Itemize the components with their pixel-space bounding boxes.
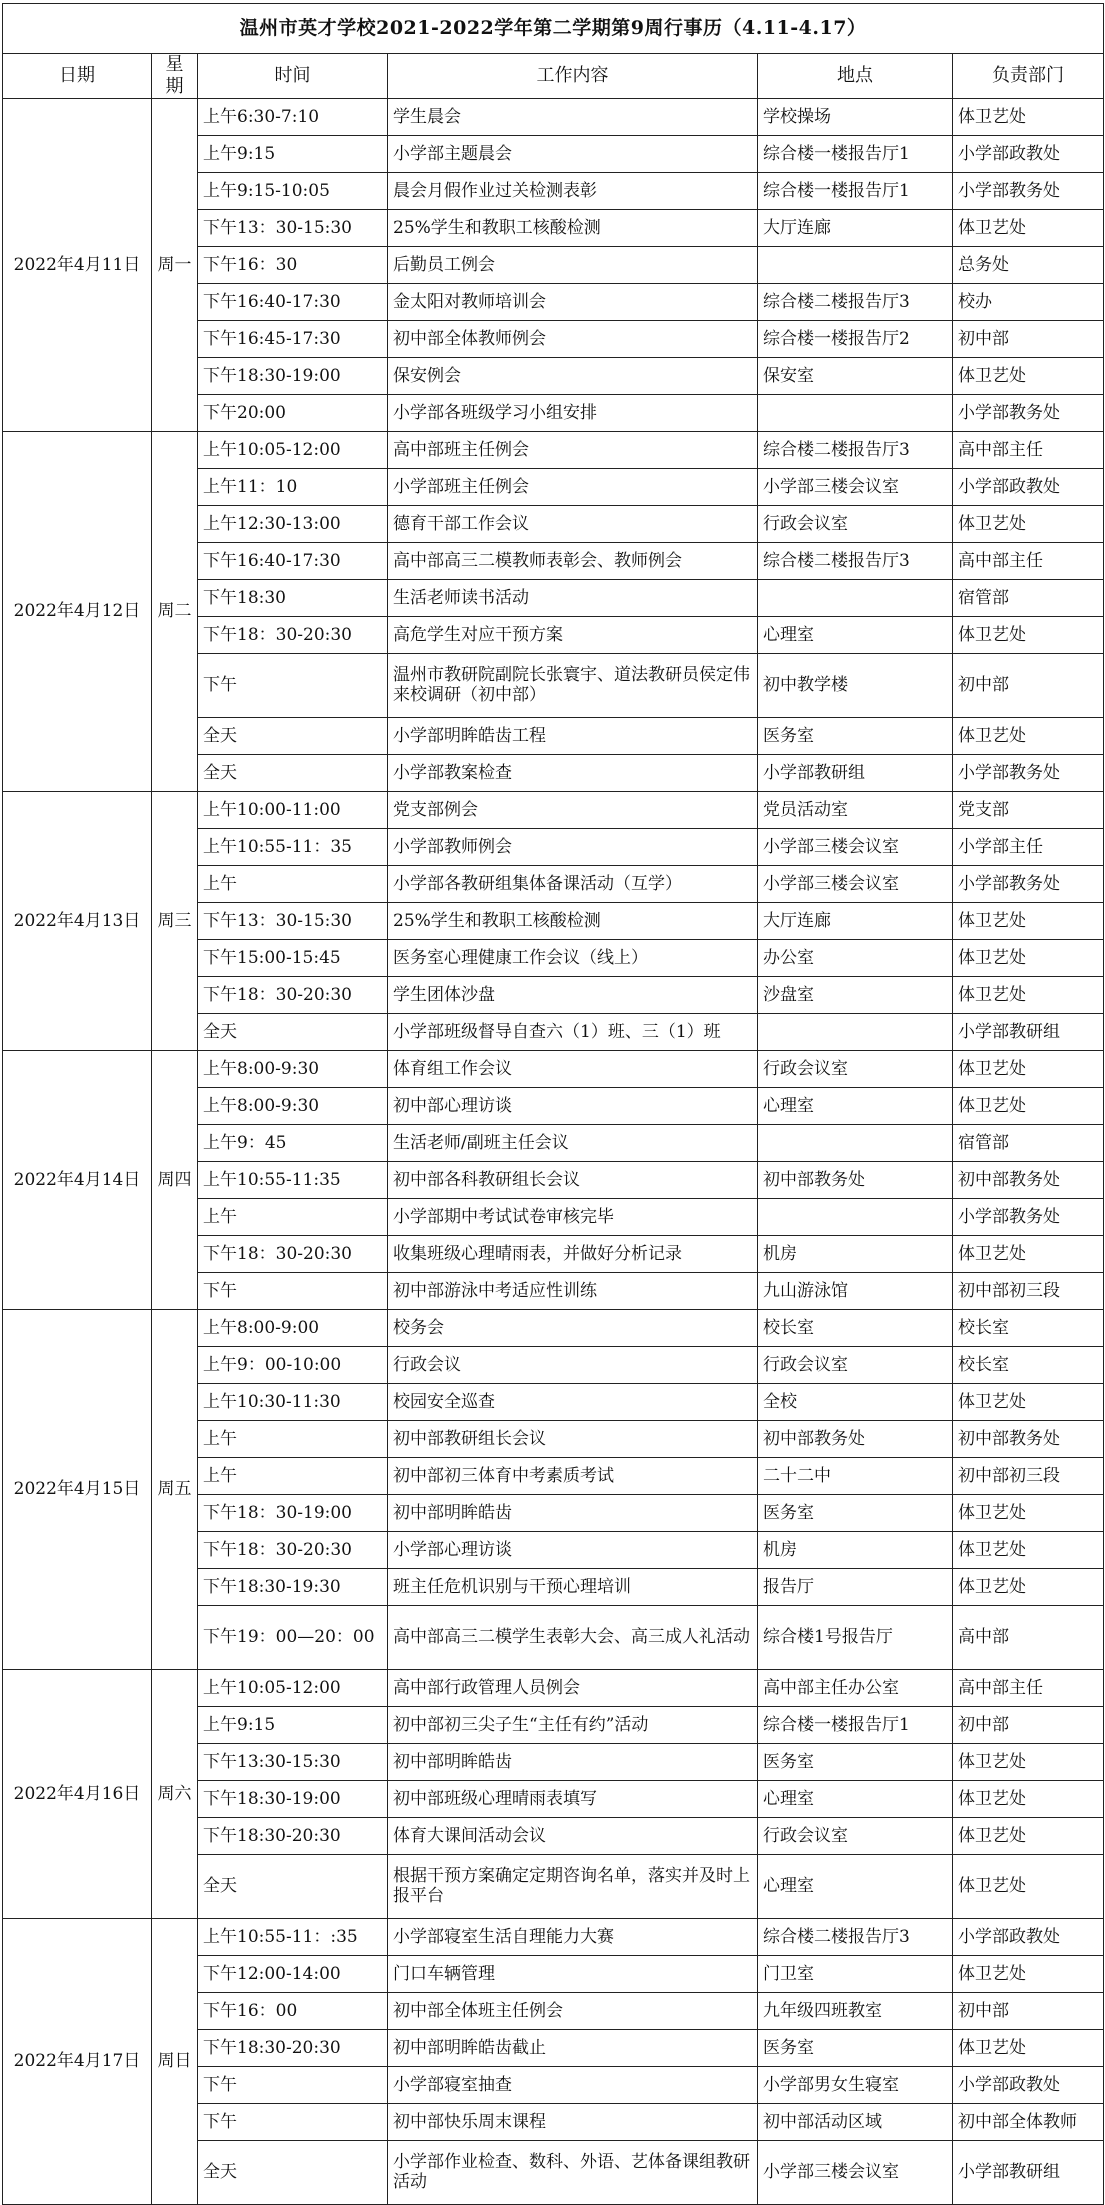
location-cell: 九山游泳馆 [758,1272,953,1309]
header-row [3,54,1104,99]
content-cell: 初中部各科教研组长会议 [388,1161,758,1198]
content-cell: 小学部寝室生活自理能力大赛 [388,1918,758,1955]
dept-cell: 小学部政教处 [953,1918,1104,1955]
content-cell: 初中部班级心理晴雨表填写 [388,1780,758,1817]
time-cell: 上午9:15 [198,1706,388,1743]
dept-cell: 高中部主任 [953,431,1104,468]
time-cell: 上午9：45 [198,1124,388,1161]
time-cell: 上午11：10 [198,468,388,505]
content-cell: 德育干部工作会议 [388,505,758,542]
date-cell: 2022年4月12日 [3,431,152,791]
dept-cell: 初中部 [953,1706,1104,1743]
location-cell: 综合楼二楼报告厅3 [758,542,953,579]
dept-cell: 小学部主任 [953,828,1104,865]
location-cell: 医务室 [758,2029,953,2066]
time-cell: 下午18：30-20:30 [198,1531,388,1568]
dept-cell: 总务处 [953,246,1104,283]
content-cell: 生活老师/副班主任会议 [388,1124,758,1161]
content-cell: 小学部明眸皓齿工程 [388,717,758,754]
location-cell: 综合楼一楼报告厅1 [758,172,953,209]
location-cell: 初中部教务处 [758,1161,953,1198]
time-cell: 下午16：00 [198,1992,388,2029]
dept-cell: 宿管部 [953,579,1104,616]
location-cell: 综合楼二楼报告厅3 [758,431,953,468]
time-cell: 全天 [198,1013,388,1050]
dept-cell: 体卫艺处 [953,616,1104,653]
content-cell: 学生团体沙盘 [388,976,758,1013]
location-cell: 沙盘室 [758,976,953,1013]
location-cell: 小学部男女生寝室 [758,2066,953,2103]
table-row [3,1309,1104,1346]
location-cell: 小学部三楼会议室 [758,468,953,505]
location-cell: 心理室 [758,1087,953,1124]
content-cell: 小学部班主任例会 [388,468,758,505]
dept-cell: 体卫艺处 [953,1383,1104,1420]
dept-cell: 小学部教研组 [953,1013,1104,1050]
dept-cell: 初中部全体教师 [953,2103,1104,2140]
schedule-body [3,4,1104,2205]
time-cell: 下午13：30-15:30 [198,902,388,939]
location-cell: 综合楼二楼报告厅3 [758,1918,953,1955]
date-cell: 2022年4月15日 [3,1309,152,1669]
dept-cell: 体卫艺处 [953,209,1104,246]
dept-cell: 体卫艺处 [953,902,1104,939]
content-cell: 初中部初三尖子生“主任有约”活动 [388,1706,758,1743]
content-cell: 生活老师读书活动 [388,579,758,616]
time-cell: 下午18:30 [198,579,388,616]
dept-cell: 体卫艺处 [953,1817,1104,1854]
time-cell: 下午18:30-20:30 [198,1817,388,1854]
content-cell: 金太阳对教师培训会 [388,283,758,320]
content-cell: 小学部教师例会 [388,828,758,865]
content-cell: 门口车辆管理 [388,1955,758,1992]
dept-cell: 体卫艺处 [953,1780,1104,1817]
dept-cell: 体卫艺处 [953,1743,1104,1780]
content-cell: 小学部各教研组集体备课活动（互学） [388,865,758,902]
content-cell: 初中部游泳中考适应性训练 [388,1272,758,1309]
location-cell [758,394,953,431]
dept-cell: 小学部教务处 [953,865,1104,902]
dept-cell: 校长室 [953,1309,1104,1346]
table-row [3,1918,1104,1955]
location-cell [758,1198,953,1235]
content-cell: 初中部教研组长会议 [388,1420,758,1457]
content-cell: 小学部心理访谈 [388,1531,758,1568]
date-cell: 2022年4月17日 [3,1918,152,2204]
time-cell: 下午13:30-15:30 [198,1743,388,1780]
header-dept: 负责部门 [953,54,1104,99]
content-cell: 小学部班级督导自查六（1）班、三（1）班 [388,1013,758,1050]
dept-cell: 小学部教务处 [953,1198,1104,1235]
location-cell: 办公室 [758,939,953,976]
dept-cell: 初中部教务处 [953,1420,1104,1457]
time-cell: 下午19：00—20：00 [198,1605,388,1669]
content-cell: 初中部明眸皓齿截止 [388,2029,758,2066]
time-cell: 上午9：00-10:00 [198,1346,388,1383]
dept-cell: 初中部 [953,320,1104,357]
dept-cell: 高中部主任 [953,542,1104,579]
location-cell: 机房 [758,1531,953,1568]
content-cell: 温州市教研院副院长张寰宇、道法教研员侯定伟来校调研（初中部） [388,653,758,717]
content-cell: 根据干预方案确定定期咨询名单，落实并及时上报平台 [388,1854,758,1918]
date-cell: 2022年4月13日 [3,791,152,1050]
dept-cell: 体卫艺处 [953,357,1104,394]
time-cell: 下午16:45-17:30 [198,320,388,357]
dept-cell: 校办 [953,283,1104,320]
time-cell: 下午18:30-20:30 [198,2029,388,2066]
header-weekday: 星期 [152,54,198,99]
location-cell [758,579,953,616]
content-cell: 保安例会 [388,357,758,394]
schedule-table [2,3,1104,2205]
page-title: 温州市英才学校2021-2022学年第二学期第9周行事历（4.11-4.17） [3,4,1104,54]
content-cell: 初中部快乐周末课程 [388,2103,758,2140]
dept-cell: 初中部教务处 [953,1161,1104,1198]
dept-cell: 体卫艺处 [953,1235,1104,1272]
location-cell: 小学部三楼会议室 [758,828,953,865]
dept-cell: 体卫艺处 [953,1087,1104,1124]
content-cell: 高中部高三二模学生表彰大会、高三成人礼活动 [388,1605,758,1669]
location-cell: 二十二中 [758,1457,953,1494]
time-cell: 全天 [198,2140,388,2204]
time-cell: 全天 [198,754,388,791]
time-cell: 下午20:00 [198,394,388,431]
content-cell: 高中部高三二模教师表彰会、教师例会 [388,542,758,579]
time-cell: 下午16：30 [198,246,388,283]
content-cell: 班主任危机识别与干预心理培训 [388,1568,758,1605]
content-cell: 校园安全巡查 [388,1383,758,1420]
weekday-cell: 周六 [152,1669,198,1918]
location-cell: 行政会议室 [758,1817,953,1854]
time-cell: 上午8:00-9:30 [198,1050,388,1087]
location-cell: 小学部教研组 [758,754,953,791]
time-cell: 上午12:30-13:00 [198,505,388,542]
dept-cell: 小学部教研组 [953,2140,1104,2204]
location-cell: 大厅连廊 [758,902,953,939]
location-cell: 党员活动室 [758,791,953,828]
content-cell: 小学部作业检查、数科、外语、艺体备课组教研活动 [388,2140,758,2204]
time-cell: 下午 [198,1272,388,1309]
dept-cell: 体卫艺处 [953,1955,1104,1992]
dept-cell: 体卫艺处 [953,976,1104,1013]
dept-cell: 体卫艺处 [953,1568,1104,1605]
time-cell: 上午10:05-12:00 [198,1669,388,1706]
location-cell: 心理室 [758,1780,953,1817]
content-cell: 体育大课间活动会议 [388,1817,758,1854]
table-row [3,791,1104,828]
weekday-cell: 周一 [152,98,198,431]
dept-cell: 小学部教务处 [953,754,1104,791]
content-cell: 初中部全体教师例会 [388,320,758,357]
content-cell: 高危学生对应干预方案 [388,616,758,653]
dept-cell: 体卫艺处 [953,939,1104,976]
time-cell: 上午6:30-7:10 [198,98,388,135]
header-content: 工作内容 [388,54,758,99]
content-cell: 初中部明眸皓齿 [388,1743,758,1780]
time-cell: 下午18：30-19:00 [198,1494,388,1531]
time-cell: 上午10:30-11:30 [198,1383,388,1420]
dept-cell: 初中部初三段 [953,1457,1104,1494]
header-location: 地点 [758,54,953,99]
location-cell: 大厅连廊 [758,209,953,246]
content-cell: 小学部各班级学习小组安排 [388,394,758,431]
content-cell: 校务会 [388,1309,758,1346]
weekday-cell: 周日 [152,1918,198,2204]
weekday-cell: 周二 [152,431,198,791]
dept-cell: 小学部政教处 [953,468,1104,505]
time-cell: 上午9:15-10:05 [198,172,388,209]
location-cell: 行政会议室 [758,505,953,542]
location-cell: 初中部活动区域 [758,2103,953,2140]
time-cell: 下午12:00-14:00 [198,1955,388,1992]
dept-cell: 高中部 [953,1605,1104,1669]
dept-cell: 小学部教务处 [953,172,1104,209]
content-cell: 初中部心理访谈 [388,1087,758,1124]
time-cell: 下午18：30-20:30 [198,976,388,1013]
time-cell: 上午10:55-11:35 [198,1161,388,1198]
time-cell: 下午18:30-19:00 [198,1780,388,1817]
location-cell: 九年级四班教室 [758,1992,953,2029]
location-cell [758,246,953,283]
dept-cell: 小学部政教处 [953,135,1104,172]
content-cell: 25%学生和教职工核酸检测 [388,902,758,939]
content-cell: 小学部寝室抽查 [388,2066,758,2103]
content-cell: 初中部明眸皓齿 [388,1494,758,1531]
location-cell: 全校 [758,1383,953,1420]
time-cell: 下午16:40-17:30 [198,283,388,320]
header-time: 时间 [198,54,388,99]
content-cell: 初中部初三体育中考素质考试 [388,1457,758,1494]
date-cell: 2022年4月16日 [3,1669,152,1918]
dept-cell: 小学部教务处 [953,394,1104,431]
content-cell: 行政会议 [388,1346,758,1383]
title-row [3,4,1104,54]
table-row [3,1050,1104,1087]
location-cell: 综合楼1号报告厅 [758,1605,953,1669]
location-cell: 行政会议室 [758,1050,953,1087]
date-cell: 2022年4月14日 [3,1050,152,1309]
time-cell: 上午10:55-11：35 [198,828,388,865]
weekday-cell: 周四 [152,1050,198,1309]
location-cell: 综合楼二楼报告厅3 [758,283,953,320]
location-cell: 门卫室 [758,1955,953,1992]
time-cell: 上午10:00-11:00 [198,791,388,828]
dept-cell: 初中部初三段 [953,1272,1104,1309]
dept-cell: 体卫艺处 [953,98,1104,135]
location-cell: 心理室 [758,616,953,653]
time-cell: 下午18:30-19:00 [198,357,388,394]
content-cell: 高中部行政管理人员例会 [388,1669,758,1706]
time-cell: 上午10:05-12:00 [198,431,388,468]
location-cell: 行政会议室 [758,1346,953,1383]
content-cell: 医务室心理健康工作会议（线上） [388,939,758,976]
location-cell: 综合楼一楼报告厅1 [758,135,953,172]
content-cell: 小学部主题晨会 [388,135,758,172]
location-cell: 学校操场 [758,98,953,135]
location-cell: 校长室 [758,1309,953,1346]
time-cell: 下午18：30-20:30 [198,616,388,653]
location-cell: 综合楼一楼报告厅2 [758,320,953,357]
time-cell: 下午16:40-17:30 [198,542,388,579]
weekday-cell: 周五 [152,1309,198,1669]
dept-cell: 党支部 [953,791,1104,828]
time-cell: 全天 [198,717,388,754]
time-cell: 上午8:00-9:00 [198,1309,388,1346]
time-cell: 上午 [198,865,388,902]
dept-cell: 初中部 [953,1992,1104,2029]
time-cell: 下午 [198,2066,388,2103]
dept-cell: 体卫艺处 [953,2029,1104,2066]
location-cell: 报告厅 [758,1568,953,1605]
content-cell: 小学部教案检查 [388,754,758,791]
location-cell: 保安室 [758,357,953,394]
time-cell: 上午 [198,1457,388,1494]
dept-cell: 校长室 [953,1346,1104,1383]
time-cell: 上午9:15 [198,135,388,172]
weekday-cell: 周三 [152,791,198,1050]
location-cell: 初中教学楼 [758,653,953,717]
location-cell: 机房 [758,1235,953,1272]
location-cell: 小学部三楼会议室 [758,865,953,902]
content-cell: 收集班级心理晴雨表，并做好分析记录 [388,1235,758,1272]
location-cell: 心理室 [758,1854,953,1918]
time-cell: 上午 [198,1420,388,1457]
content-cell: 体育组工作会议 [388,1050,758,1087]
time-cell: 下午 [198,653,388,717]
time-cell: 下午15:00-15:45 [198,939,388,976]
location-cell [758,1013,953,1050]
dept-cell: 体卫艺处 [953,1050,1104,1087]
dept-cell: 体卫艺处 [953,1531,1104,1568]
dept-cell: 初中部 [953,653,1104,717]
location-cell: 医务室 [758,1743,953,1780]
content-cell: 高中部班主任例会 [388,431,758,468]
time-cell: 上午8:00-9:30 [198,1087,388,1124]
time-cell: 全天 [198,1854,388,1918]
location-cell: 综合楼一楼报告厅1 [758,1706,953,1743]
table-row [3,431,1104,468]
time-cell: 上午10:55-11：:35 [198,1918,388,1955]
location-cell: 小学部三楼会议室 [758,2140,953,2204]
dept-cell: 体卫艺处 [953,505,1104,542]
time-cell: 下午18：30-20:30 [198,1235,388,1272]
dept-cell: 高中部主任 [953,1669,1104,1706]
location-cell: 医务室 [758,717,953,754]
date-cell: 2022年4月11日 [3,98,152,431]
location-cell: 高中部主任办公室 [758,1669,953,1706]
dept-cell: 小学部政教处 [953,2066,1104,2103]
content-cell: 晨会月假作业过关检测表彰 [388,172,758,209]
time-cell: 上午 [198,1198,388,1235]
time-cell: 下午18:30-19:30 [198,1568,388,1605]
dept-cell: 宿管部 [953,1124,1104,1161]
location-cell: 医务室 [758,1494,953,1531]
content-cell: 小学部期中考试试卷审核完毕 [388,1198,758,1235]
content-cell: 后勤员工例会 [388,246,758,283]
dept-cell: 体卫艺处 [953,717,1104,754]
time-cell: 下午 [198,2103,388,2140]
content-cell: 25%学生和教职工核酸检测 [388,209,758,246]
location-cell [758,1124,953,1161]
location-cell: 初中部教务处 [758,1420,953,1457]
content-cell: 学生晨会 [388,98,758,135]
content-cell: 初中部全体班主任例会 [388,1992,758,2029]
time-cell: 下午13：30-15:30 [198,209,388,246]
table-row [3,1669,1104,1706]
content-cell: 党支部例会 [388,791,758,828]
table-row [3,98,1104,135]
header-date: 日期 [3,54,152,99]
dept-cell: 体卫艺处 [953,1854,1104,1918]
dept-cell: 体卫艺处 [953,1494,1104,1531]
